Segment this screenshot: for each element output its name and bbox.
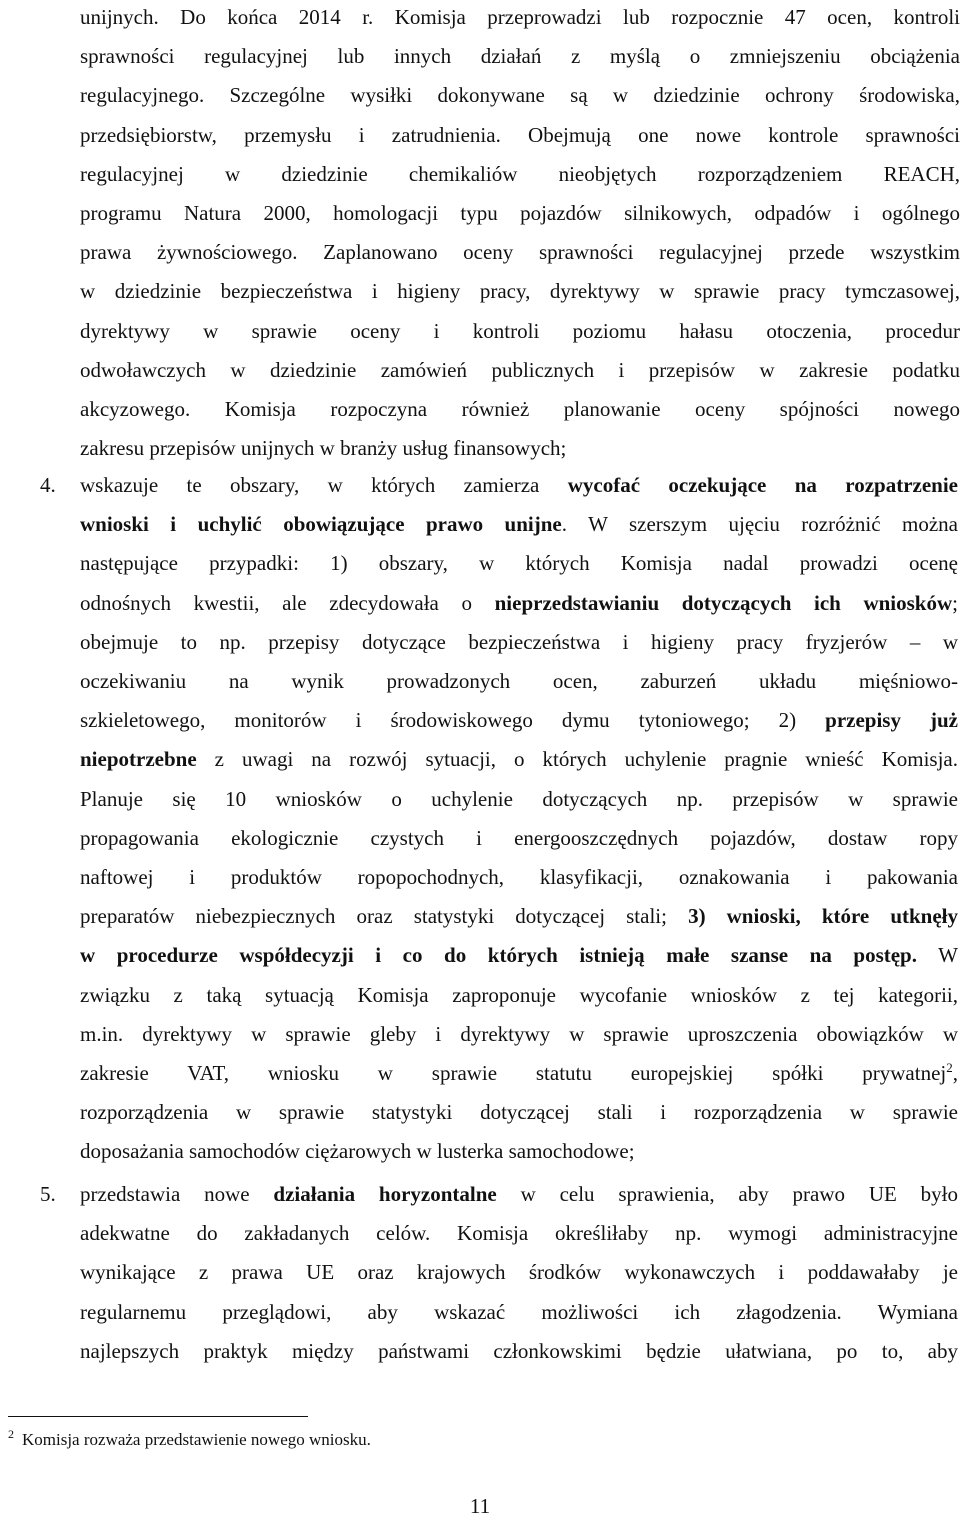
continuation-line-7: prawa żywnościowego. Zaplanowano oceny sprawności regulacyjnej przede wszystkim	[80, 240, 960, 265]
list-item-4	[80, 466, 958, 1172]
page-number: 11	[469, 1494, 491, 1518]
continuation-line-1: unijnych. Do końca 2014 r. Komisja przeprowadzi lub rozpocznie 47 ocen, kontroli	[80, 5, 960, 29]
continuation-line-9: dyrektywy w sprawie oceny i kontroli poziomu hałasu otoczenia, procedur	[80, 318, 960, 343]
item5-bold-1: działania horyzontalne	[273, 1182, 497, 1206]
item4-line-17: rozporządzenia w sprawie statystyki dotyczącej stali i rozporządzenia w sprawie	[80, 1100, 958, 1125]
item4-line-6: oczekiwaniu na wynik prowadzonych ocen, zaburzeń układu mięśniowo-	[80, 669, 958, 694]
item4-line-18: doposażania samochodów ciężarowych w lusterka samochodowe;	[80, 1139, 635, 1164]
footnote-separator	[8, 1416, 308, 1417]
item4-line-9: Planuje się 10 wniosków o uchylenie dotyczących np. przepisów w sprawie	[80, 786, 958, 811]
item4-line-8: niepotrzebne z uwagi na rozwój sytuacji, o których uchylenie pragnie wnieść Komisja.	[80, 747, 958, 772]
paragraph-continuation	[80, 0, 960, 468]
item4-bold-1: wycofać oczekujące na rozpatrzenie	[567, 473, 958, 497]
footnote-reference-2[interactable]: 2	[946, 1060, 953, 1076]
continuation-line-3: regulacyjnego. Szczególne wysiłki dokonywane są w dziedzinie ochrony środowiska,	[80, 83, 960, 108]
item4-line-5: obejmuje to np. przepisy dotyczące bezpieczeństwa i higieny pracy fryzjerów – w	[80, 629, 958, 654]
item4-bold-2: wnioski i uchylić obowiązujące prawo unijne	[80, 512, 562, 537]
item4-line-15: m.in. dyrektywy w sprawie gleby i dyrektywy w sprawie uproszczenia obowiązków w	[80, 1021, 958, 1046]
item4-line-14: związku z taką sytuacją Komisja zaproponuje wycofanie wniosków z tej kategorii,	[80, 982, 958, 1007]
list-number-5: 5.	[40, 1182, 56, 1206]
footnote-2	[8, 1428, 371, 1452]
list-number-4: 4.	[40, 473, 56, 497]
continuation-line-4: przedsiębiorstw, przemysłu i zatrudnienia. Obejmują one nowe kontrole sprawności	[80, 122, 960, 147]
continuation-line-12: zakresu przepisów unijnych w branży usług finansowych;	[80, 436, 567, 461]
item4-line-12: preparatów niebezpiecznych oraz statystyki dotyczącej stali; 3) wnioski, które utknęły	[80, 904, 959, 929]
continuation-line-8: w dziedzinie bezpieczeństwa i higieny pracy, dyrektywy w sprawie pracy tymczasowej,	[80, 279, 960, 304]
footnote-text: Komisja rozważa przedstawienie nowego wniosku.	[22, 1430, 371, 1449]
item5-line-5: najlepszych praktyk między państwami członkowskimi będzie ułatwiana, po to, aby	[80, 1338, 958, 1363]
item4-line-10: propagowania ekologicznie czystych i energooszczędnych pojazdów, dostaw ropy	[80, 825, 958, 850]
item4-line-7: szkieletowego, monitorów i środowiskowego dymu tytoniowego; 2) przepisy już	[80, 708, 959, 733]
continuation-line-2: sprawności regulacyjnej lub innych działań z myślą o zmniejszeniu obciążenia	[80, 44, 960, 69]
item4-line-16: zakresie VAT, wniosku w sprawie statutu europejskiej spółki prywatnej$^2$,	[80, 1060, 958, 1086]
item4-bold-3: nieprzedstawianiu dotyczących ich wniosków	[494, 590, 953, 615]
continuation-line-10: odwoławczych w dziedzinie zamówień publicznych i przepisów w zakresie podatku	[80, 357, 960, 382]
item4-bold-5: niepotrzebne	[80, 747, 197, 772]
continuation-line-11: akcyzowego. Komisja rozpoczyna również planowanie oceny spójności nowego	[80, 397, 960, 422]
item4-bold-7: w procedurze współdecyzji i co do których istnieją małe szanse na postęp.	[80, 943, 917, 968]
item4-bold-6: 3) wnioski, które utknęły	[688, 904, 959, 929]
continuation-line-6: programu Natura 2000, homologacji typu pojazdów silnikowych, odpadów i ogólnego	[80, 201, 960, 226]
item4-line-1: wskazuje te obszary, w których zamierza wycofać oczekujące na rozpatrzenie	[80, 473, 958, 497]
item4-line-4: odnośnych kwestii, ale zdecydowała o nieprzedstawianiu dotyczących ich wniosków;	[80, 590, 958, 615]
item5-line-4: regularnemu przeglądowi, aby wskazać możliwości ich złagodzenia. Wymiana	[80, 1299, 958, 1324]
item4-line-11: naftowej i produktów ropopochodnych, klasyfikacji, oznakowania i pakowania	[80, 865, 958, 890]
list-item-5	[80, 1175, 958, 1371]
continuation-line-5: regulacyjnej w dziedzinie chemikaliów nieobjętych rozporządzeniem REACH,	[80, 161, 960, 186]
footnote-mark: 2	[8, 1427, 14, 1442]
item4-line-3: następujące przypadki: 1) obszary, w których Komisja nadal prowadzi ocenę	[80, 551, 958, 576]
item4-bold-4: przepisy już	[825, 708, 959, 733]
item4-line-13: w procedurze współdecyzji i co do których istnieją małe szanse na postęp. W	[80, 943, 959, 968]
item5-line-1: przedstawia nowe działania horyzontalne w celu sprawienia, aby prawo UE było	[80, 1182, 959, 1206]
item5-line-2: adekwatne do zakładanych celów. Komisja określiłaby np. wymogi administracyjne	[80, 1221, 958, 1246]
item4-line-2: wnioski i uchylić obowiązujące prawo unijne. W szerszym ujęciu rozróżnić można	[80, 512, 958, 537]
item5-line-3: wynikające z prawa UE oraz krajowych środków wykonawczych i poddawałaby je	[80, 1260, 958, 1285]
